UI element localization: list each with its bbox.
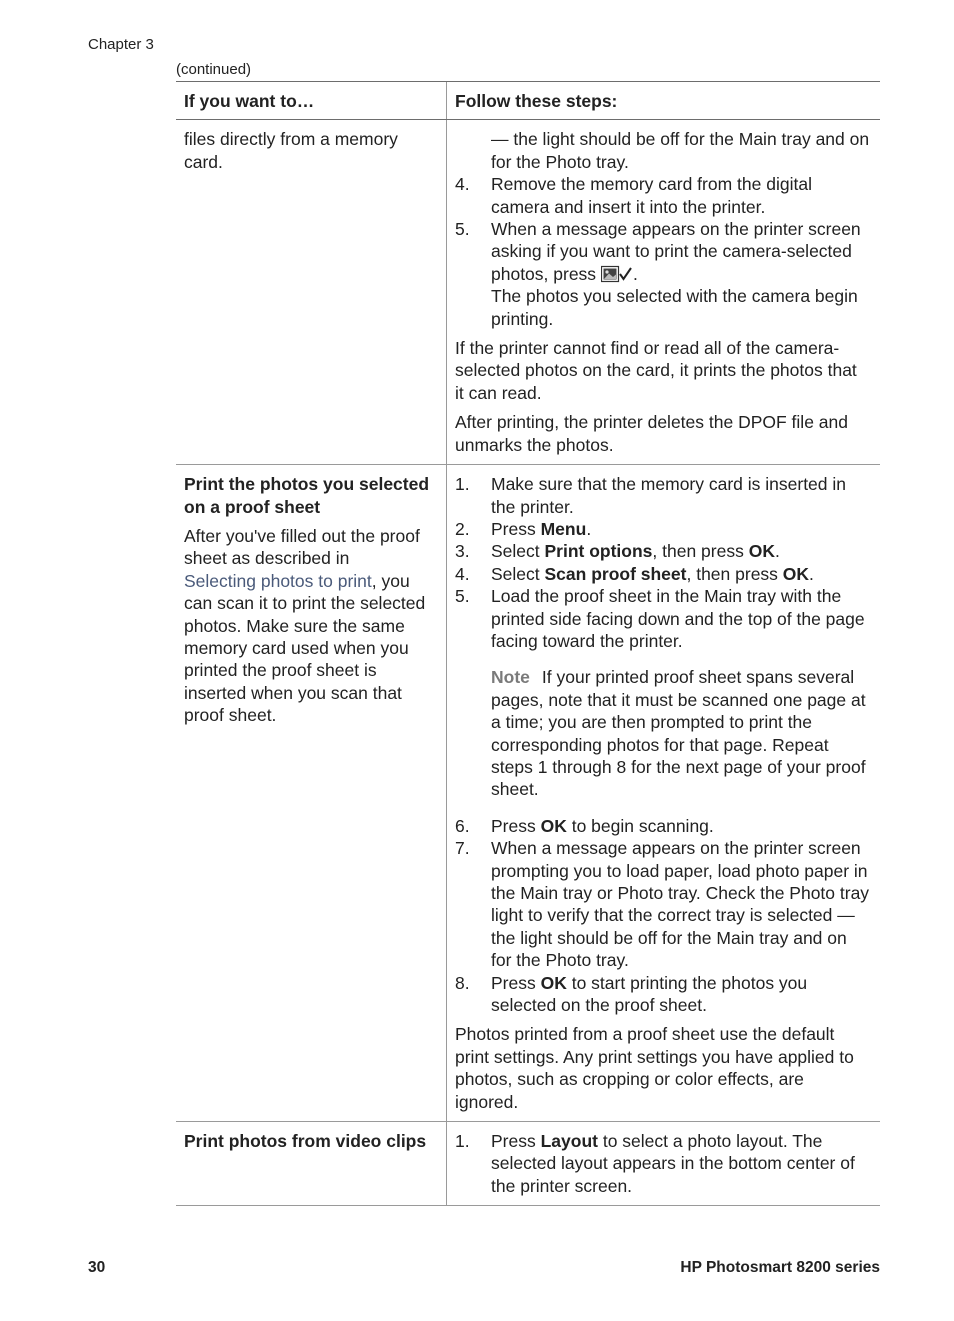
- step-text-part: Select: [491, 541, 545, 562]
- print-selected-photos-button-icon: [601, 265, 633, 283]
- step-result-text: The photos you selected with the camera begin printing.: [491, 286, 858, 329]
- step-number: 1.: [455, 474, 470, 495]
- task-title: Print the photos you selected on a proof sheet: [184, 474, 430, 517]
- step-text-part: .: [809, 563, 814, 584]
- step-item: [455, 518, 870, 540]
- step-text: When a message appears on the printer screen asking if you want to print the camera-selected photos, press: [491, 219, 861, 284]
- step-item: [455, 585, 870, 652]
- cell-paragraph: If the printer cannot find or read all of the camera-selected photos on the card, it prints the photos that it can read.: [455, 338, 857, 403]
- task-cell: [176, 120, 447, 464]
- step-text-part: , then press: [652, 541, 749, 562]
- step-item: [455, 815, 870, 837]
- step-item: [455, 837, 870, 971]
- step-text: Load the proof sheet in the Main tray with the printed side facing down and the top of the page facing toward the printer.: [491, 586, 865, 651]
- step-number: 4.: [455, 563, 470, 584]
- table-row: [176, 120, 880, 465]
- task-description-text: After you've filled out the proof sheet as described in: [184, 525, 420, 569]
- task-cell: [176, 465, 447, 1121]
- step-item: [455, 173, 870, 218]
- table-row: [176, 1122, 880, 1206]
- task-description: [184, 525, 438, 727]
- step-text-part: , then press: [686, 563, 783, 584]
- step-text: [491, 540, 870, 562]
- step-text: [491, 518, 870, 540]
- table-row: [176, 465, 880, 1122]
- step-text: [491, 972, 870, 1017]
- step-text-part: to select a photo layout. The selected layout appears in the bottom center of the printer screen.: [491, 1131, 855, 1196]
- step-text-part: Press: [491, 972, 541, 993]
- step-text-wrapper: [491, 218, 870, 330]
- chapter-label: Chapter 3: [88, 36, 154, 53]
- ok-button-label: OK: [540, 972, 567, 993]
- step-item: [455, 473, 870, 518]
- step-text: Remove the memory card from the digital camera and insert it into the printer.: [491, 174, 812, 217]
- step-number: 7.: [455, 838, 470, 859]
- step-text-part: Press: [491, 1131, 541, 1152]
- ok-button-label: OK: [782, 563, 810, 584]
- note-box: [455, 666, 870, 800]
- instructions-table: [176, 81, 880, 1206]
- ok-button-label: OK: [540, 815, 567, 836]
- step-item: [455, 218, 870, 330]
- step-item: [455, 1130, 870, 1197]
- ok-button-label: OK: [748, 541, 775, 562]
- step-item: [455, 540, 870, 562]
- scan-proof-sheet-label: Scan proof sheet: [544, 563, 687, 584]
- step-text-part: to begin scanning.: [566, 815, 714, 836]
- step-text: When a message appears on the printer screen prompting you to load paper, load photo paper in the Main tray or Photo tray. Check the Photo tray light to verify that the correct tray is selected — the light should be off for the Main tray and on for the Photo tray.: [491, 838, 870, 971]
- step-text-part: Press: [491, 518, 541, 539]
- step-text-part: to start printing the photos you selected on the proof sheet.: [491, 972, 808, 1016]
- task-cell: [176, 1122, 447, 1205]
- step-item: [455, 972, 870, 1017]
- step-text-part: Press: [491, 815, 541, 836]
- layout-button-label: Layout: [540, 1131, 598, 1152]
- step-text: [491, 815, 870, 837]
- task-title: Print photos from video clips: [184, 1131, 427, 1152]
- step-number: 3.: [455, 541, 470, 562]
- step-number: 8.: [455, 972, 470, 993]
- task-description-text: , you can scan it to print the selected photos. Make sure the same memory card used when you printed the proof sheet is inserted when you scan that proof sheet.: [184, 570, 426, 726]
- note-label: Note: [491, 667, 530, 688]
- steps-cell: [447, 1122, 880, 1205]
- column-header-want: If you want to…: [176, 82, 447, 119]
- step-text-period: .: [632, 263, 638, 284]
- print-options-label: Print options: [544, 541, 653, 562]
- selecting-photos-link[interactable]: Selecting photos to print: [184, 570, 372, 591]
- task-text: files directly from a memory card.: [184, 129, 398, 172]
- product-name: HP Photosmart 8200 series: [680, 1259, 880, 1276]
- step-text-part: .: [774, 541, 780, 562]
- cell-paragraph: After printing, the printer deletes the DPOF file and unmarks the photos.: [455, 412, 848, 455]
- page-number: 30: [88, 1259, 106, 1276]
- step-number: 5.: [455, 219, 470, 240]
- step-continuation: — the light should be off for the Main tray and on for the Photo tray.: [491, 129, 870, 172]
- continued-label: (continued): [176, 61, 252, 78]
- step-number: 2.: [455, 518, 470, 539]
- step-text: [491, 563, 870, 585]
- step-text-part: .: [586, 518, 592, 539]
- step-text-part: Select: [491, 563, 545, 584]
- note-text: If your printed proof sheet spans several pages, note that it must be scanned one page at a time; you are then prompted to print the corresponding photos for that page. Repeat steps 1 through 8 for the next page of your proof sheet.: [491, 667, 866, 800]
- step-text: [491, 1130, 870, 1197]
- steps-cell: [447, 465, 880, 1121]
- step-item: [455, 563, 870, 585]
- table-header-row: [176, 81, 880, 120]
- column-header-steps: Follow these steps:: [455, 91, 618, 111]
- menu-button-label: Menu: [540, 518, 587, 539]
- step-number: 4.: [455, 174, 470, 195]
- steps-cell: [447, 120, 880, 464]
- step-text: Make sure that the memory card is inserted in the printer.: [491, 474, 847, 517]
- step-number: 5.: [455, 586, 470, 607]
- step-number: 6.: [455, 815, 470, 836]
- cell-paragraph: Photos printed from a proof sheet use the default print settings. Any print settings you have applied to photos, such as cropping or color effects, are ignored.: [455, 1024, 854, 1112]
- step-number: 1.: [455, 1131, 470, 1152]
